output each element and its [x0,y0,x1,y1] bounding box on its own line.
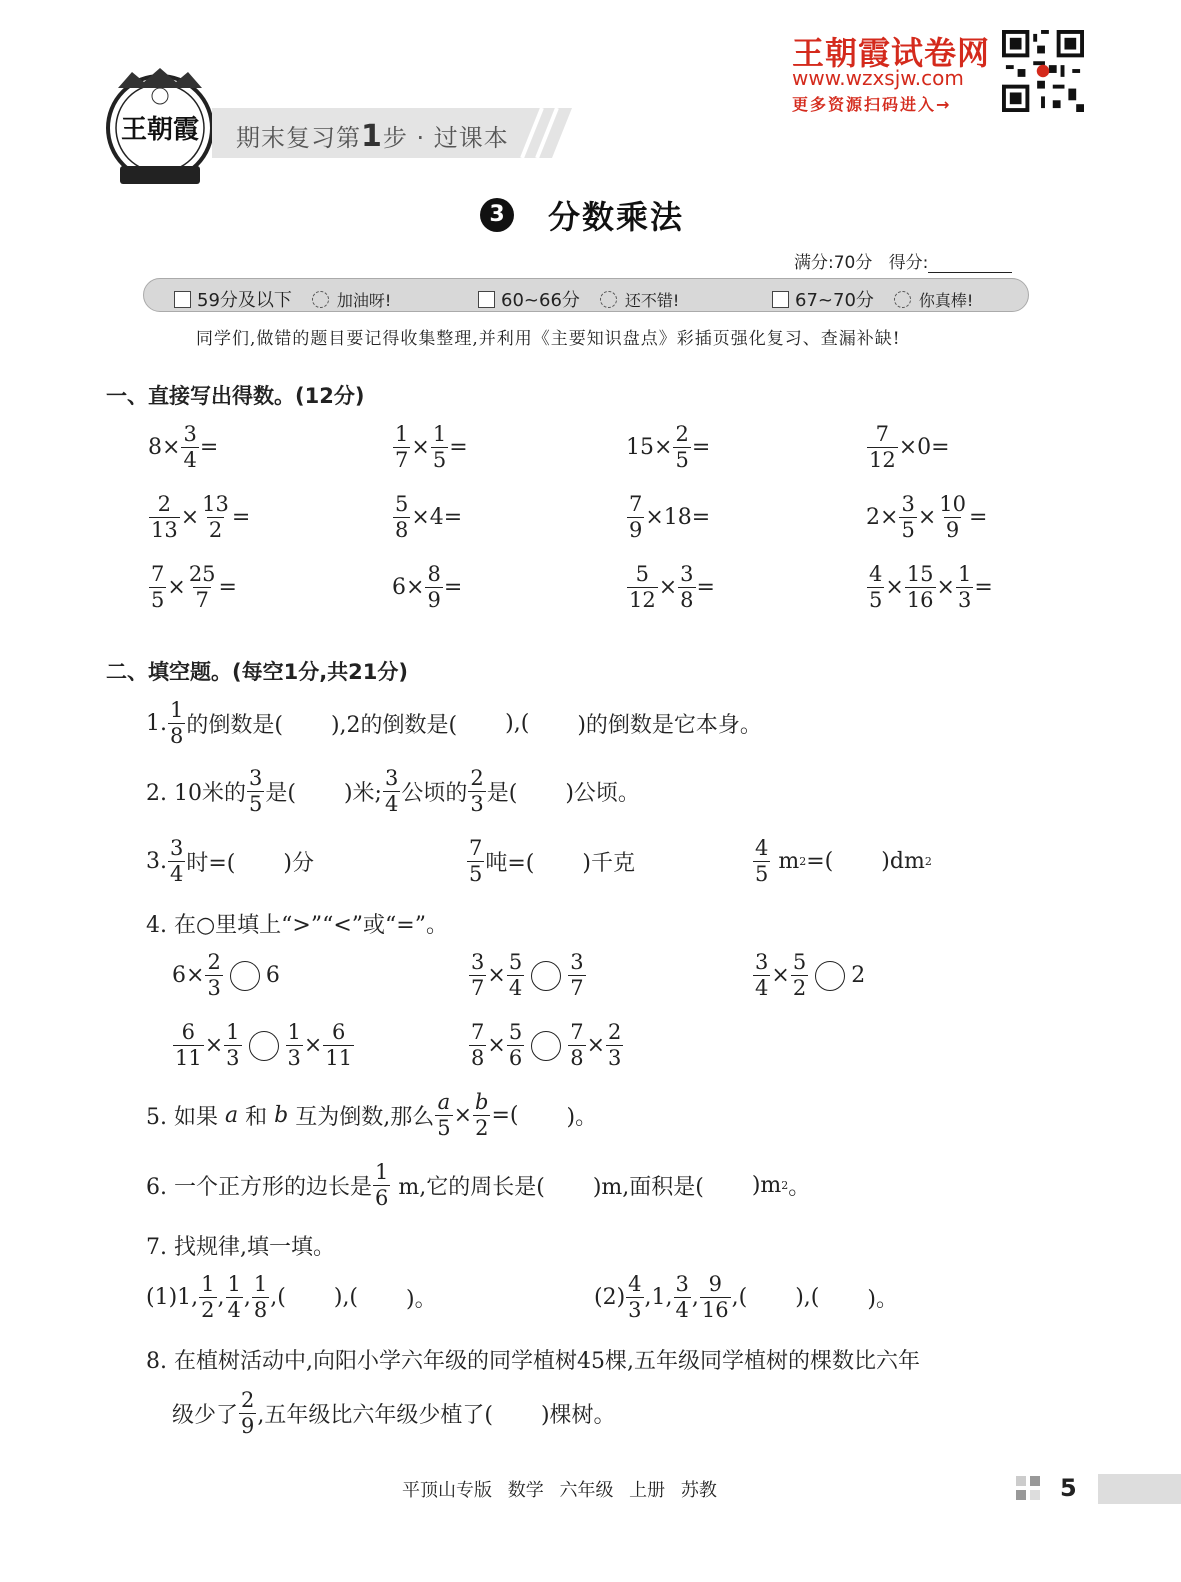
more-resources-text: 更多资源扫码进入→ [792,95,952,114]
checkbox[interactable] [478,291,495,308]
question-7-2: (2) 4 3 ,1, 3 4 , 9 16 ,( ),( )。 [594,1272,898,1322]
calc-item: 5 8 ×4= [395,492,463,542]
qr-code-icon[interactable] [1002,30,1084,112]
compare-circle[interactable] [531,961,561,991]
score-line: 满分:70分 得分: [794,248,1012,273]
section-2-title: 二、填空题。(每空1分,共21分) [106,660,409,684]
grade-option-3[interactable]: 67~70分 你真棒! [772,286,973,312]
calc-item: 6× 8 9 = [392,562,463,612]
banner-text: 期末复习第1步 · 过课本 [236,119,509,154]
question-3a: 3. 3 4 时=( )分 [146,836,314,886]
grade-option-2[interactable]: 60~66分 还不错! [478,286,679,312]
study-note: 同学们,做错的题目要记得收集整理,并利用《主要知识盘点》彩插页强化复习、查漏补缺! [196,329,901,349]
page-number: 5 [1060,1474,1077,1502]
question-7-1: (1)1, 1 2 , 1 4 , 1 8 ,( ),( )。 [146,1272,437,1322]
grade-option-1[interactable]: 59分及以下 加油呀! [174,286,391,312]
chapter-number-badge: 3 [480,198,514,232]
calc-item: 4 5 × 15 16 × 1 3 = [869,562,993,612]
page-title: 分数乘法 [548,198,685,236]
question-7: 7. 找规律,填一填。 [146,1235,335,1260]
compare-circle[interactable] [815,961,845,991]
question-8-line-2: 级少了 2 9 ,五年级比六年级少植了( )棵树。 [172,1388,616,1438]
calc-item: 15× 2 5 = [626,422,711,472]
calc-item: 7 9 ×18= [629,492,711,542]
question-2: 2. 10米的 3 5 是( )米; 3 4 公顷的 2 3 是( )公顷。 [146,766,640,816]
question-8-line-1: 8. 在植树活动中,向阳小学六年级的同学植树45棵,五年级同学植树的棵数比六年 [146,1349,920,1374]
compare-item: 6 11 × 1 3 1 3 × 6 11 [175,1020,353,1070]
section-1-title: 一、直接写出得数。(12分) [106,384,365,408]
calc-item: 5 12 × 3 8 = [629,562,715,612]
checkbox[interactable] [174,291,191,308]
score-blank-field[interactable] [928,255,1012,273]
compare-circle[interactable] [531,1031,561,1061]
page-bar [1098,1474,1181,1504]
compare-item: 3 4 × 5 2 2 [755,950,866,1000]
question-3c: 4 5 m 2 =( )dm 2 [755,836,932,886]
svg-text:王朝霞: 王朝霞 [120,115,200,145]
compare-item: 7 8 × 5 6 7 8 × 2 3 [471,1020,622,1070]
calc-item: 7 12 ×0= [869,422,950,472]
brand-url[interactable]: www.wzxsjw.com [792,66,964,90]
question-3b: 7 5 吨=( )千克 [469,836,635,886]
grade-bar [143,278,1029,312]
smiley-icon [894,291,911,308]
compare-item: 6× 2 3 6 [172,950,280,1000]
calc-item: 2× 3 5 × 10 9 = [866,492,988,542]
checkbox[interactable] [772,291,789,308]
compare-circle[interactable] [249,1031,279,1061]
smiley-icon [312,291,329,308]
calc-item: 1 7 × 1 5 = [395,422,468,472]
question-4: 4. 在○里填上“>”“<”或“=”。 [146,913,448,938]
compare-circle[interactable] [230,961,260,991]
question-1: 1. 1 8 的倒数是( ),2的倒数是( ),( )的倒数是它本身。 [146,698,762,748]
brand-name: 王朝霞试卷网 [792,34,991,72]
calc-item: 2 13 × 13 2 = [151,492,251,542]
smiley-icon [600,291,617,308]
wangzhaoxia-logo [104,66,220,192]
footer-edition: 平顶山专版 数学 六年级 上册 苏教 [402,1480,717,1501]
calc-item: 7 5 × 25 7 = [151,562,237,612]
question-6: 6. 一个正方形的边长是 1 6 m,它的周长是( )m,面积是( )m 2 。 [146,1160,811,1210]
question-5: 5. 如果 a 和 b 互为倒数,那么 a 5 × $\frac{b}{2}$ =( )。 [146,1090,598,1140]
compare-item: 3 7 × 5 4 3 7 [471,950,584,1000]
decorative-squares [1016,1476,1056,1506]
calc-item: 8× 3 4 = [148,422,219,472]
